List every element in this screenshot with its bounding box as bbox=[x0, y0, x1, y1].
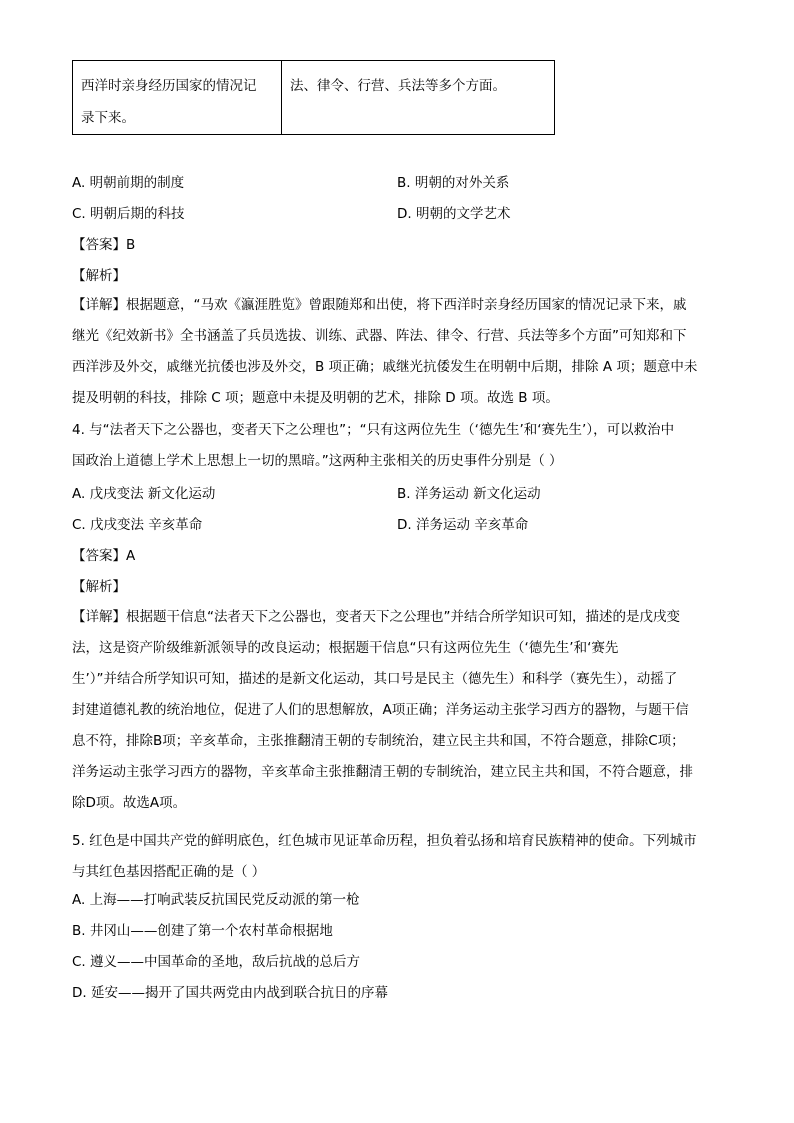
q3-detail-line: 西洋涉及外交，戚继光抗倭也涉及外交，B 项正确；戚继光抗倭发生在明朝中后期，排除 A 项；题意中未 bbox=[72, 359, 698, 375]
q5-stem-line: 5. 红色是中国共产党的鲜明底色，红色城市见证革命历程，担负着弘扬和培育民族精神的使命。下列城市 bbox=[72, 833, 697, 849]
q3-option-d: D. 明朝的文学艺术 bbox=[397, 206, 511, 222]
q4-analysis-label: 【解析】 bbox=[72, 579, 126, 595]
q3-detail-line: 【详解】根据题意，“马欢《瀛涯胜览》曾跟随郑和出使，将下西洋时亲身经历国家的情况记录下来，戚 bbox=[72, 297, 687, 313]
q4-option-b: B. 洋务运动 新文化运动 bbox=[397, 486, 541, 502]
q3-detail-line: 提及明朝的科技，排除 C 项；题意中未提及明朝的艺术，排除 D 项。故选 B 项。 bbox=[72, 390, 559, 406]
q4-detail-line: 法，这是资产阶级维新派领导的改良运动；根据题干信息“只有这两位先生（‘德先生’和‘赛先 bbox=[72, 640, 619, 656]
table-cell-left-line-1: 西洋时亲身经历国家的情况记 bbox=[81, 78, 257, 94]
q5-option-a: A. 上海——打响武装反抗国民党反动派的第一枪 bbox=[72, 892, 360, 908]
q4-stem-line: 4. 与“法者天下之公器也，变者天下之公理也”；“只有这两位先生（‘德先生’和‘赛先生’），可以救治中 bbox=[72, 422, 675, 438]
q3-option-a: A. 明朝前期的制度 bbox=[72, 175, 185, 191]
table-row bbox=[73, 61, 555, 135]
q3-detail-line: 继光《纪效新书》全书涵盖了兵员选拔、训练、武器、阵法、律令、行营、兵法等多个方面”可知郑和下 bbox=[72, 328, 687, 344]
q4-detail bbox=[72, 602, 722, 819]
q5-option-c: C. 遵义——中国革命的圣地，敌后抗战的总后方 bbox=[72, 954, 361, 970]
q4-stem bbox=[72, 415, 722, 477]
q3-detail bbox=[72, 290, 722, 414]
q5-option-b: B. 井冈山——创建了第一个农村革命根据地 bbox=[72, 923, 333, 939]
q5-stem bbox=[72, 826, 722, 888]
table-cell-right: 法、律令、行营、兵法等多个方面。 bbox=[282, 61, 555, 135]
q4-detail-line: 生’）”并结合所学知识可知，描述的是新文化运动，其口号是民主（德先生）和科学（赛先生），动摇了 bbox=[72, 671, 678, 687]
q3-option-b: B. 明朝的对外关系 bbox=[397, 175, 510, 191]
q4-detail-line: 封建道德礼教的统治地位，促进了人们的思想解放，A项正确；洋务运动主张学习西方的器物，与题干信 bbox=[72, 702, 689, 718]
q4-detail-line: 息不符，排除B项；辛亥革命，主张推翻清王朝的专制统治，建立民主共和国，不符合题意，排除C项； bbox=[72, 733, 685, 749]
q4-option-c: C. 戊戌变法 辛亥革命 bbox=[72, 517, 203, 533]
q4-detail-line: 洋务运动主张学习西方的器物，辛亥革命主张推翻清王朝的专制统治，建立民主共和国，不符合题意，排 bbox=[72, 764, 693, 780]
q5-stem-line: 与其红色基因搭配正确的是（ ） bbox=[72, 864, 266, 880]
q4-option-d: D. 洋务运动 辛亥革命 bbox=[397, 517, 529, 533]
q3-option-c: C. 明朝后期的科技 bbox=[72, 206, 185, 222]
table-cell-left-line-2: 录下来。 bbox=[81, 110, 135, 126]
q4-stem-line: 国政治上道德上学术上思想上一切的黑暗。”这两种主张相关的历史事件分别是（ ） bbox=[72, 453, 563, 469]
table-cell-left bbox=[73, 61, 282, 135]
q3-analysis-label: 【解析】 bbox=[72, 268, 126, 284]
q4-answer: 【答案】A bbox=[72, 548, 136, 564]
q5-option-d: D. 延安——揭开了国共两党由内战到联合抗日的序幕 bbox=[72, 985, 388, 1001]
q4-detail-line: 除D项。故选A项。 bbox=[72, 795, 187, 811]
continued-table bbox=[72, 60, 555, 135]
q4-option-a: A. 戊戌变法 新文化运动 bbox=[72, 486, 216, 502]
q4-detail-line: 【详解】根据题干信息“法者天下之公器也，变者天下之公理也”并结合所学知识可知，描述的是戊戌变 bbox=[72, 609, 680, 625]
q3-answer: 【答案】B bbox=[72, 237, 136, 253]
